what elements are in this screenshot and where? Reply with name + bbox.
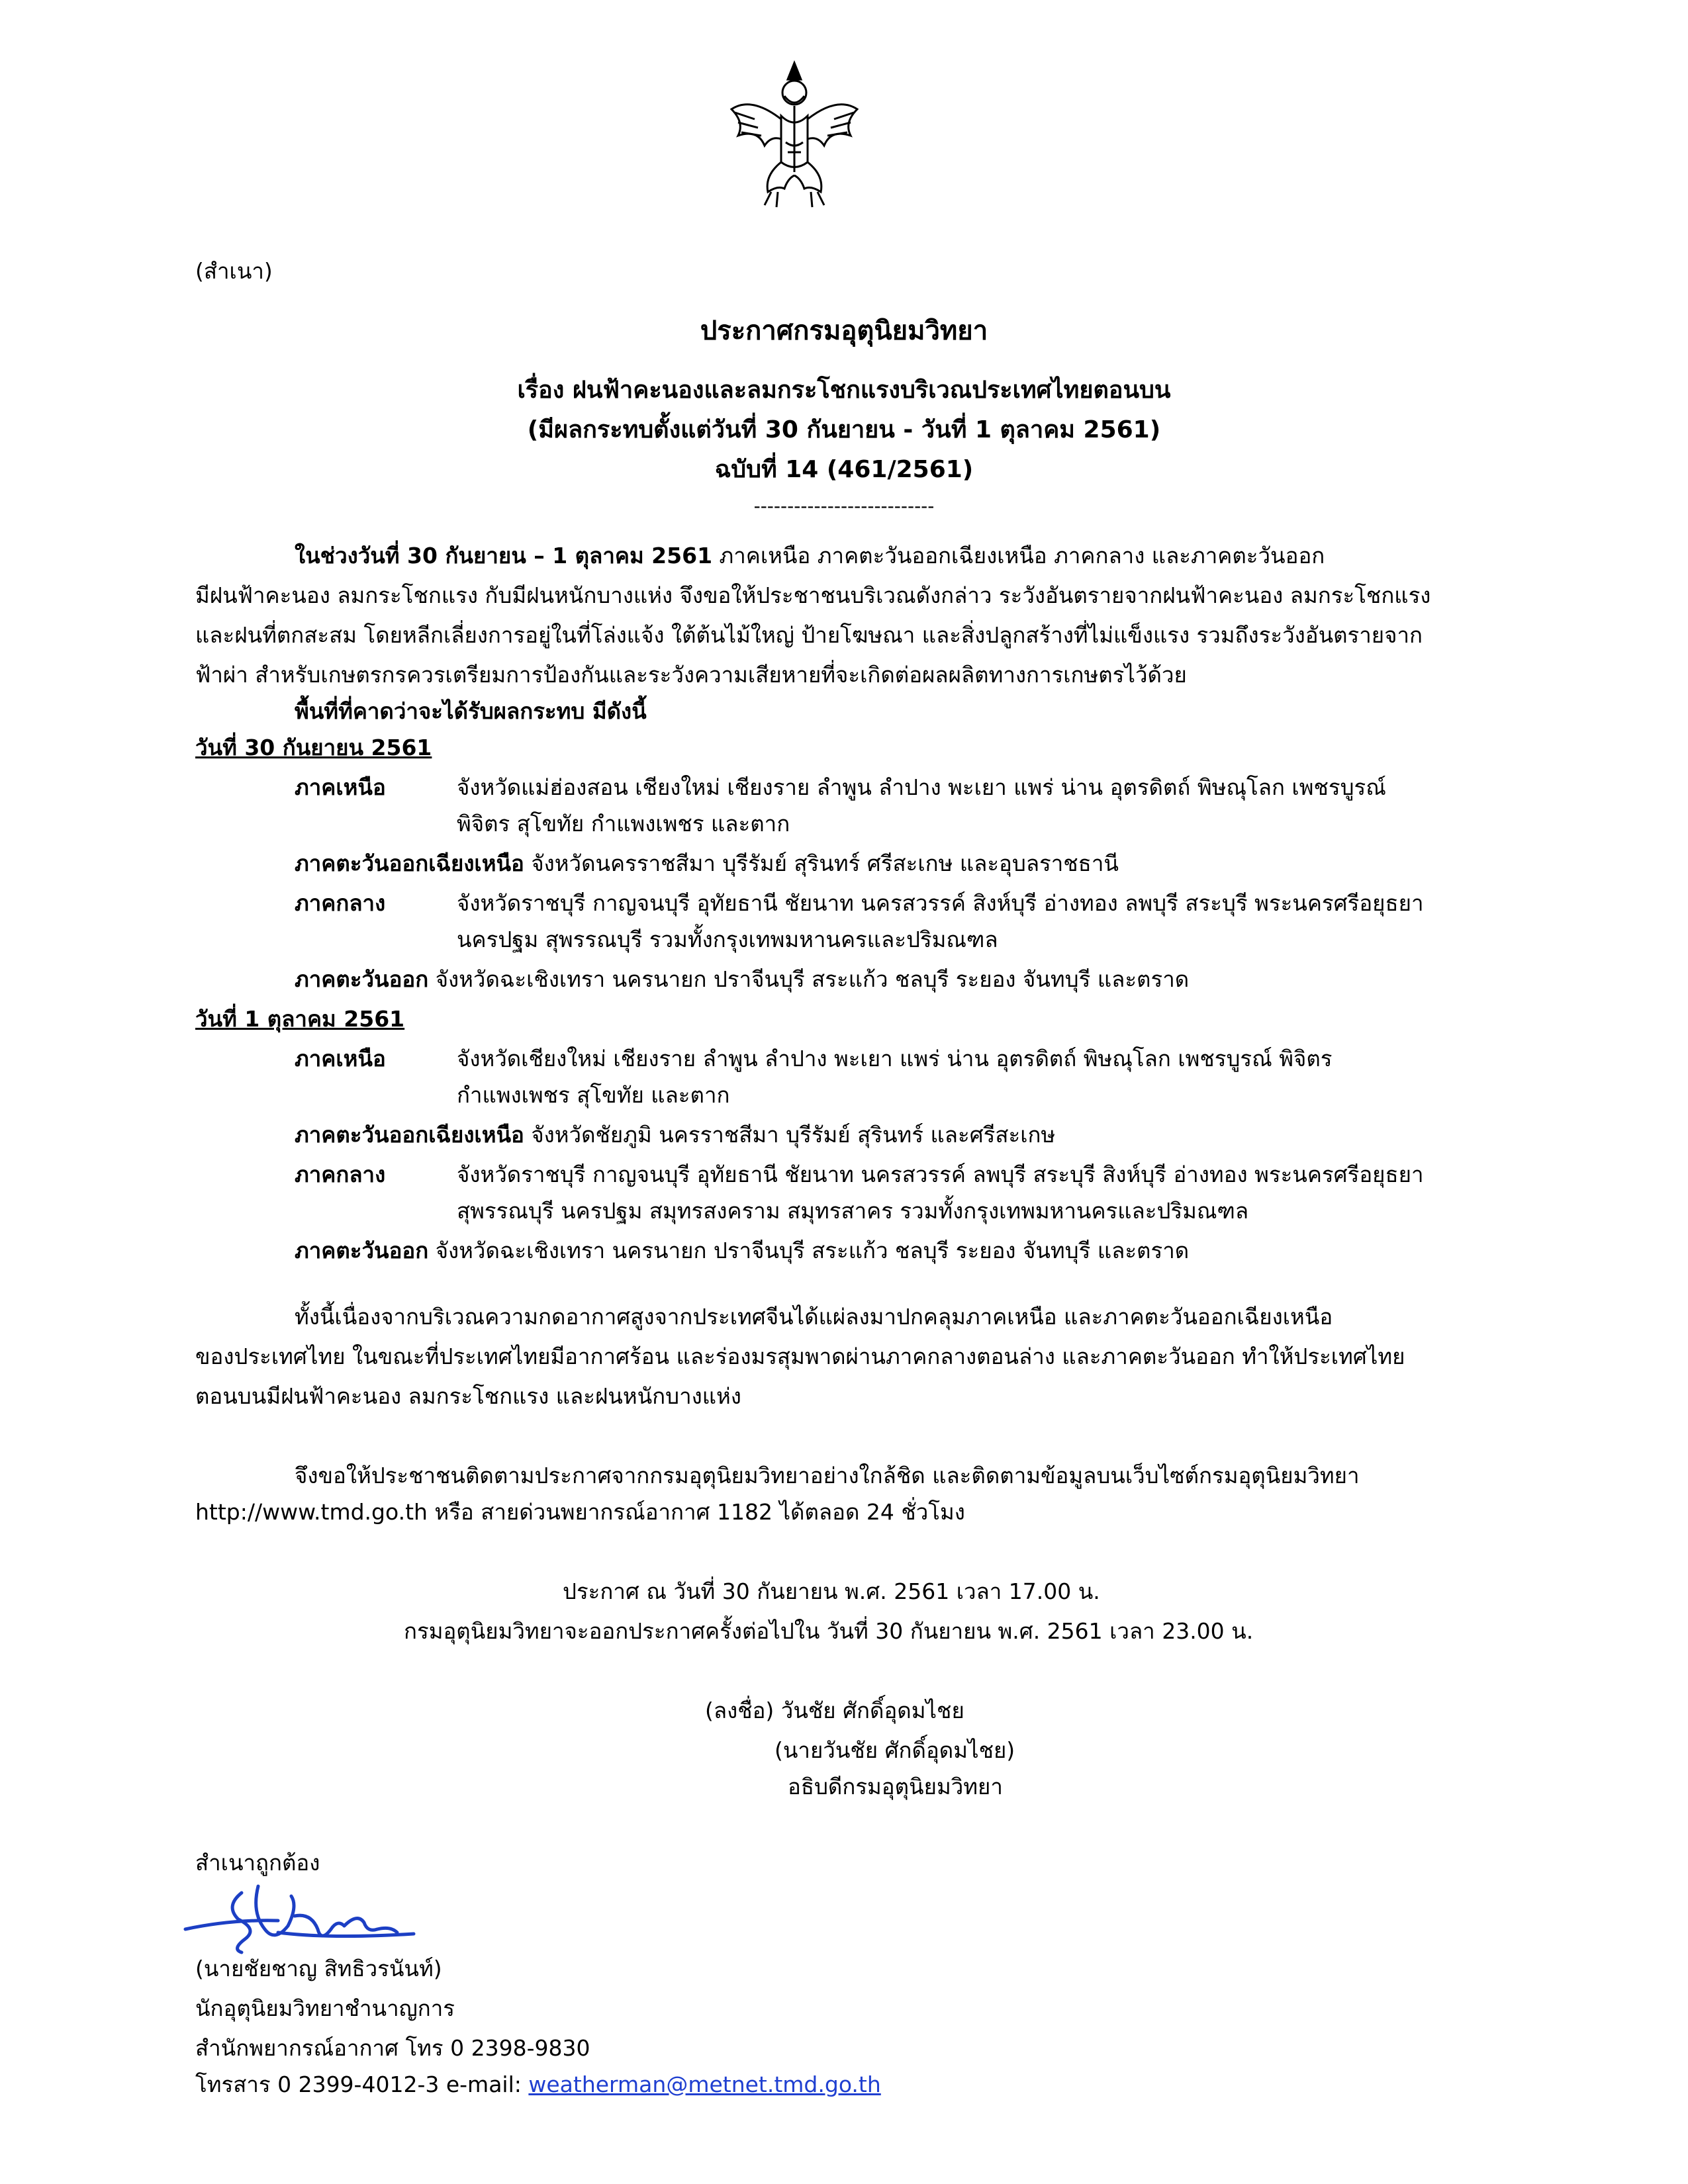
day1-east (295, 960, 1189, 999)
day1-central-label: ภาคกลาง (295, 890, 386, 916)
day1-label: วันที่ 30 กันยายน 2561 (195, 735, 432, 760)
signer-name: (นายวันชัย ศักดิ์อุดมไชย) (774, 1737, 1015, 1763)
areas-heading: พื้นที่ที่คาดว่าจะได้รับผลกระทบ มีดังนี้ (295, 698, 647, 724)
advice-line-2: http://www.tmd.go.th หรือ สายด่วนพยากรณ์อากาศ 1182 ได้ตลอด 24 ชั่วโมง (195, 1499, 965, 1525)
day1-central-line-2: นครปฐม สุพรรณบุรี รวมทั้งกรุงเทพมหานครและปริมณฑล (457, 927, 998, 952)
day2-central-label: ภาคกลาง (295, 1161, 386, 1187)
day2-central-line-2: สุพรรณบุรี นครปฐม สมุทรสงคราม สมุทรสาคร รวมทั้งกรุงเทพมหานครและปริมณฑล (457, 1198, 1249, 1224)
cause-line-2: ของประเทศไทย ในขณะที่ประเทศไทยมีอากาศร้อน และร่องมรสุมพาดผ่านภาคกลางตอนล่าง และภาคตะวันออก ทำให้ประเทศไทย (195, 1343, 1405, 1369)
day2-ne-text: จังหวัดชัยภูมิ นครราชสีมา บุรีรัมย์ สุรินทร์ และศรีสะเกษ (524, 1122, 1056, 1148)
day1-north-line-2: พิจิตร สุโขทัย กำแพงเพชร และตาก (457, 811, 790, 837)
signer-position: อธิบดีกรมอุตุนิยมวิทยา (788, 1774, 1003, 1799)
intro-lead: ในช่วงวันที่ 30 กันยายน – 1 ตุลาคม 2561 (295, 543, 713, 569)
announce-line-1: ประกาศ ณ วันที่ 30 กันยายน พ.ศ. 2561 เวลา 17.00 น. (563, 1578, 1100, 1604)
garuda-emblem (725, 56, 864, 215)
certified-label: สำเนาถูกต้อง (195, 1850, 320, 1876)
day2-north-line-2: กำแพงเพชร สุโขทัย และตาก (457, 1082, 730, 1108)
handwritten-signature (179, 1866, 430, 1959)
day1-ne-text: จังหวัดนครราชสีมา บุรีรัมย์ สุรินทร์ ศรีสะเกษ และอุบลราชธานี (524, 850, 1119, 876)
fax-label: โทรสาร 0 2399-4012-3 e-mail: (195, 2071, 529, 2097)
day2-ne-label: ภาคตะวันออกเฉียงเหนือ (295, 1122, 524, 1148)
day2-central-line-1: จังหวัดราชบุรี กาญจนบุรี อุทัยธานี ชัยนาท นครสวรรค์ ลพบุรี สระบุรี สิงห์บุรี อ่างทอง พระนครศรีอยุธยา (457, 1161, 1424, 1187)
intro-line-2: มีฝนฟ้าคะนอง ลมกระโชกแรง กับมีฝนหนักบางแห่ง จึงขอให้ประชาชนบริเวณดังกล่าว ระวังอันตรายจากฝนฟ้าคะนอง ลมกระโชกแรง (195, 582, 1431, 608)
day1-north-line-1: จังหวัดแม่ฮ่องสอน เชียงใหม่ เชียงราย ลำพูน ลำปาง พะเยา แพร่ น่าน อุตรดิตถ์ พิษณุโลก เพชรบูรณ์ (457, 774, 1386, 800)
day2-east-label: ภาคตะวันออก (295, 1238, 429, 1263)
advice-line-1: จึงขอให้ประชาชนติดตามประกาศจากกรมอุตุนิยมวิทยาอย่างใกล้ชิด และติดตามข้อมูลบนเว็บไซต์กรมอุตุนิยมวิทยา (295, 1463, 1360, 1488)
day2-north-line-1: จังหวัดเชียงใหม่ เชียงราย ลำพูน ลำปาง พะเยา แพร่ น่าน อุตรดิตถ์ พิษณุโลก เพชรบูรณ์ พิจิตร (457, 1046, 1333, 1071)
copy-mark: (สำเนา) (195, 258, 273, 284)
day1-central-line-1: จังหวัดราชบุรี กาญจนบุรี อุทัยธานี ชัยนาท นครสวรรค์ สิงห์บุรี อ่างทอง ลพบุรี สระบุรี พระนครศรีอยุธยา (457, 890, 1424, 916)
day1-northeast (295, 844, 1119, 884)
subject-line: เรื่อง ฝนฟ้าคะนองและลมกระโชกแรงบริเวณประเทศไทยตอนบน (517, 377, 1171, 404)
cause-line-3: ตอนบนมีฝนฟ้าคะนอง ลมกระโชกแรง และฝนหนักบางแห่ง (195, 1383, 741, 1409)
day1-east-text: จังหวัดฉะเชิงเทรา นครนายก ปราจีนบุรี สระแก้ว ชลบุรี ระยอง จันทบุรี และตราด (428, 966, 1190, 992)
issue-number: ฉบับที่ 14 (461/2561) (714, 456, 974, 483)
certifier-office: สำนักพยากรณ์อากาศ โทร 0 2398-9830 (195, 2035, 590, 2061)
day1-ne-label: ภาคตะวันออกเฉียงเหนือ (295, 850, 524, 876)
day2-east-text: จังหวัดฉะเชิงเทรา นครนายก ปราจีนบุรี สระแก้ว ชลบุรี ระยอง จันทบุรี และตราด (428, 1238, 1190, 1263)
day2-northeast (295, 1115, 1055, 1155)
cause-line-1: ทั้งนี้เนื่องจากบริเวณความกดอากาศสูงจากประเทศจีนได้แผ่ลงมาปกคลุมภาคเหนือ และภาคตะวันออกเฉียงเหนือ (295, 1304, 1333, 1330)
day2-label: วันที่ 1 ตุลาคม 2561 (195, 1006, 405, 1032)
intro-line-1-rest: ภาคเหนือ ภาคตะวันออกเฉียงเหนือ ภาคกลาง และภาคตะวันออก (712, 543, 1325, 569)
effective-period: (มีผลกระทบตั้งแต่วันที่ 30 กันยายน - วันที่ 1 ตุลาคม 2561) (527, 416, 1161, 443)
certifier-position: นักอุตุนิยมวิทยาชำนาญการ (195, 1995, 455, 2021)
signed-line: (ลงชื่อ) วันชัย ศักดิ์อุดมไชย (705, 1698, 964, 1723)
email-link[interactable]: weatherman@metnet.tmd.go.th (528, 2071, 881, 2097)
fax-email-line (195, 2065, 881, 2105)
intro-line-3: และฝนที่ตกสะสม โดยหลีกเลี่ยงการอยู่ในที่โล่งแจ้ง ใต้ต้นไม้ใหญ่ ป้ายโฆษณา และสิ่งปลูกสร้างที่ไม่แข็งแรง รวมถึงระวังอันตรายจาก (195, 622, 1423, 648)
announce-line-2: กรมอุตุนิยมวิทยาจะออกประกาศครั้งต่อไปใน วันที่ 30 กันยายน พ.ศ. 2561 เวลา 23.00 น. (404, 1618, 1254, 1644)
day2-north-label: ภาคเหนือ (295, 1046, 386, 1071)
day2-east (295, 1231, 1189, 1271)
intro-line-4: ฟ้าผ่า สำหรับเกษตรกรควรเตรียมการป้องกันและระวังความเสียหายที่จะเกิดต่อผลผลิตทางการเกษตรไว้ด้วย (195, 662, 1187, 688)
day1-north-label: ภาคเหนือ (295, 774, 386, 800)
divider: --------------------------- (753, 495, 935, 517)
day1-east-label: ภาคตะวันออก (295, 966, 429, 992)
certifier-name: (นายชัยชาญ สิทธิวรนันท์) (195, 1956, 442, 1981)
page-title: ประกาศกรมอุตุนิยมวิทยา (700, 316, 988, 346)
intro-line-1 (295, 536, 1325, 576)
